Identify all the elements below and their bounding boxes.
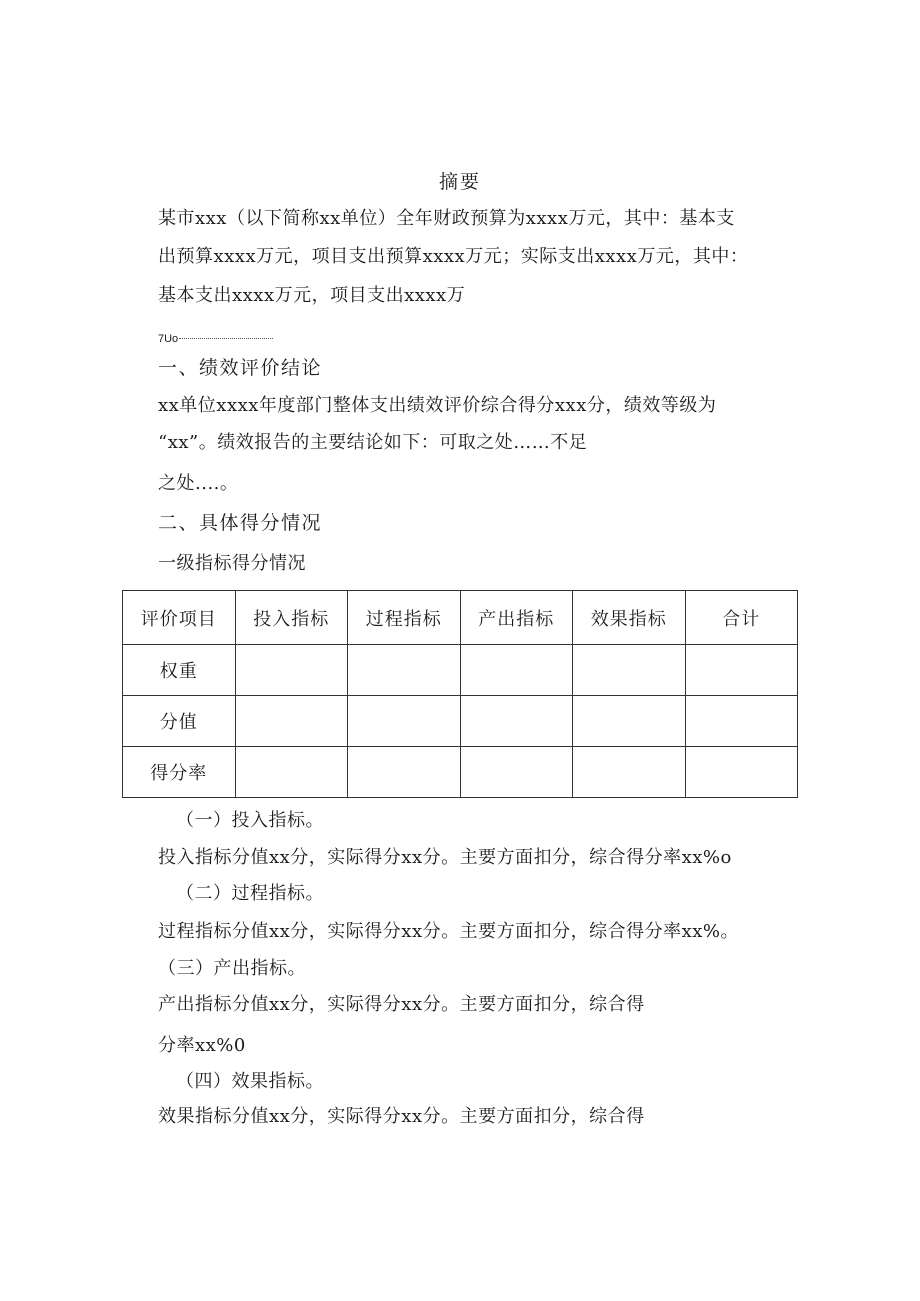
section1-line-2: “xx”。绩效报告的主要结论如下：可取之处……不足 bbox=[158, 432, 588, 453]
header-cell-total: 合计 bbox=[685, 591, 798, 645]
table-cell bbox=[460, 747, 573, 798]
table-cell bbox=[235, 645, 348, 696]
section1-line-3: 之处....。 bbox=[158, 473, 239, 494]
subsection-2-heading: （二）过程指标。 bbox=[176, 883, 324, 904]
table-cell bbox=[460, 645, 573, 696]
table-caption: 一级指标得分情况 bbox=[158, 553, 306, 574]
subsection-3-heading: （三）产出指标。 bbox=[158, 958, 306, 979]
table-cell bbox=[348, 645, 461, 696]
row-label-rate: 得分率 bbox=[123, 747, 236, 798]
header-cell-process: 过程指标 bbox=[348, 591, 461, 645]
table-cell bbox=[235, 696, 348, 747]
header-cell-effect: 效果指标 bbox=[573, 591, 686, 645]
table-cell bbox=[348, 696, 461, 747]
row-label-value: 分值 bbox=[123, 696, 236, 747]
table-cell bbox=[685, 645, 798, 696]
subsection-4-line-1: 效果指标分值xx分，实际得分xx分。主要方面扣分，综合得 bbox=[158, 1106, 645, 1127]
dotted-leader bbox=[179, 338, 273, 339]
section1-line-1: xx单位xxxx年度部门整体支出绩效评价综合得分xxx分，绩效等级为 bbox=[158, 395, 717, 416]
summary-line-2: 出预算xxxx万元，项目支出预算xxxx万元；实际支出xxxx万元，其中： bbox=[158, 246, 749, 267]
subsection-3-line-1: 产出指标分值xx分，实际得分xx分。主要方面扣分，综合得 bbox=[158, 994, 645, 1015]
table-row bbox=[123, 696, 798, 747]
subsection-2-line-1: 过程指标分值xx分，实际得分xx分。主要方面扣分，综合得分率xx%。 bbox=[158, 921, 740, 942]
summary-line-3: 基本支出xxxx万元，项目支出xxxx万 bbox=[158, 285, 466, 306]
stray-note-text: 7Uo bbox=[158, 333, 179, 345]
table-cell bbox=[685, 747, 798, 798]
summary-line-1: 某市xxx（以下简称xx单位）全年财政预算为xxxx万元，其中：基本支 bbox=[158, 208, 735, 229]
table-header-row bbox=[123, 591, 798, 645]
subsection-1-heading: （一）投入指标。 bbox=[176, 810, 324, 831]
document-title: 摘要 bbox=[438, 171, 481, 193]
score-table bbox=[122, 590, 798, 798]
table-cell bbox=[573, 645, 686, 696]
subsection-4-heading: （四）效果指标。 bbox=[176, 1071, 324, 1092]
header-cell-input: 投入指标 bbox=[235, 591, 348, 645]
header-cell-project: 评价项目 bbox=[123, 591, 236, 645]
section1-heading: 一、绩效评价结论 bbox=[158, 357, 323, 379]
table-row bbox=[123, 747, 798, 798]
table-cell bbox=[348, 747, 461, 798]
table-cell bbox=[573, 747, 686, 798]
table-cell bbox=[460, 696, 573, 747]
header-cell-output: 产出指标 bbox=[460, 591, 573, 645]
table-cell bbox=[235, 747, 348, 798]
subsection-1-line-1: 投入指标分值xx分，实际得分xx分。主要方面扣分，综合得分率xx%o bbox=[158, 847, 732, 868]
section2-heading: 二、具体得分情况 bbox=[158, 512, 323, 534]
table-row bbox=[123, 645, 798, 696]
stray-note bbox=[158, 332, 273, 346]
table-cell bbox=[573, 696, 686, 747]
table-cell bbox=[685, 696, 798, 747]
subsection-3-line-2: 分率xx%0 bbox=[158, 1035, 246, 1056]
row-label-weight: 权重 bbox=[123, 645, 236, 696]
